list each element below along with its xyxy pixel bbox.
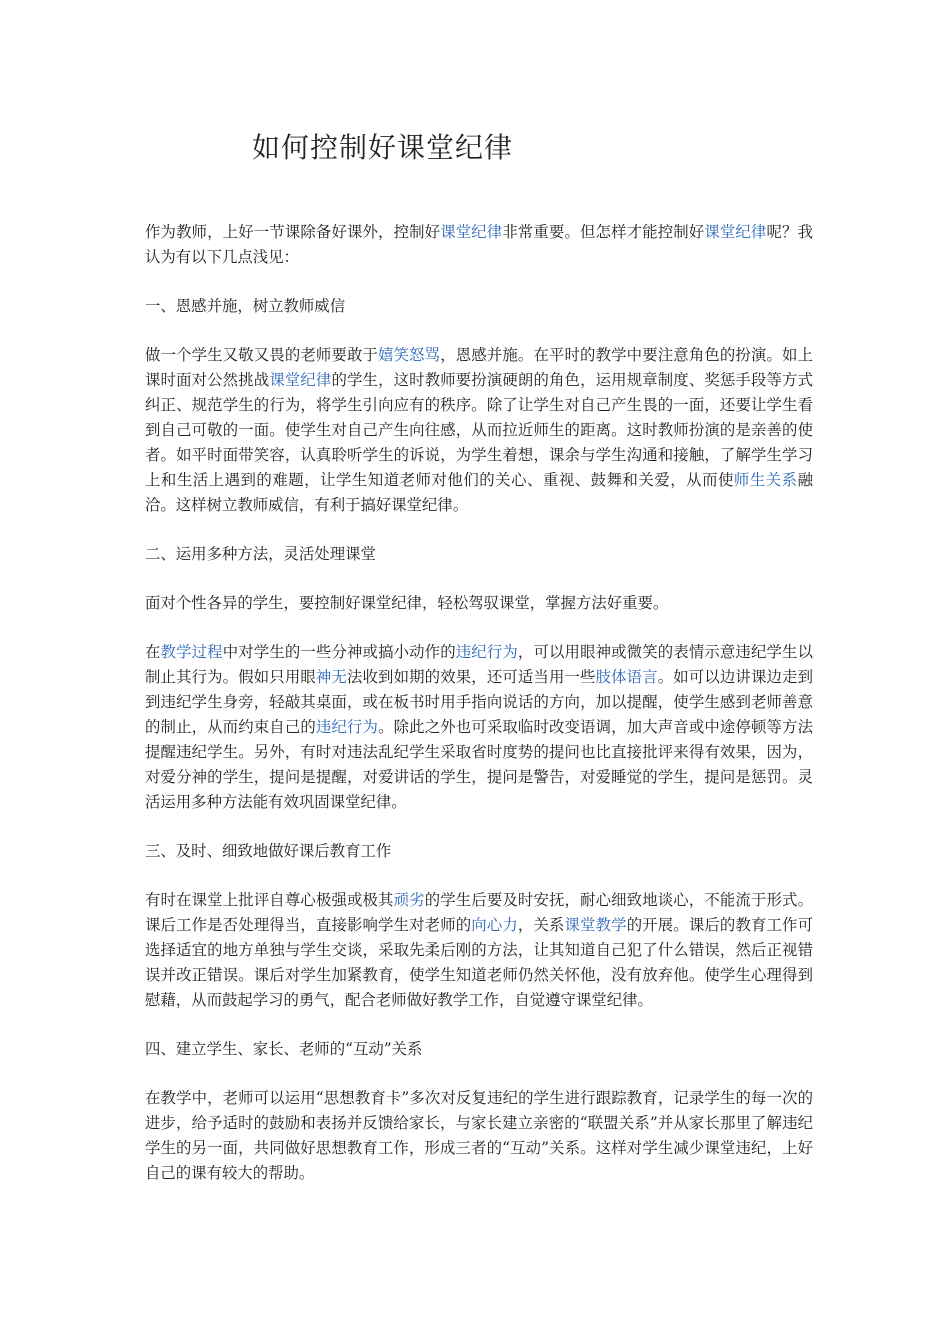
text-run: 做一个学生又敬又畏的老师要敢于 bbox=[145, 346, 379, 364]
keyword-link[interactable]: 顽劣 bbox=[393, 891, 425, 909]
keyword-link[interactable]: 违纪行为 bbox=[455, 643, 518, 661]
text-run: 中对学生的一些分神或搞小动作的 bbox=[222, 643, 456, 661]
text-run: 呢？我认为有以下几点浅见： bbox=[145, 223, 813, 266]
keyword-link[interactable]: 课堂纪律 bbox=[269, 371, 332, 389]
section-1-paragraph bbox=[145, 343, 813, 518]
text-run: 融洽。这样树立教师威信，有利于搞好课堂纪律。 bbox=[145, 471, 813, 514]
text-run: 非常重要。但怎样才能控制好 bbox=[502, 223, 705, 241]
keyword-link[interactable]: 向心力 bbox=[471, 916, 518, 934]
section-1-heading: 一、恩感并施，树立教师威信 bbox=[145, 297, 346, 315]
keyword-link[interactable]: 教学过程 bbox=[160, 643, 223, 661]
section-2-paragraph-1 bbox=[145, 591, 813, 616]
keyword-link[interactable]: 师生关系 bbox=[733, 471, 798, 489]
text-run: 。如可以边讲课边走到到违纪学生身旁，轻敲其桌面，或在板书时用手指向说话的方向，加以提醒，使学生感到老师善意的制止，从而约束自己的 bbox=[145, 668, 813, 736]
keyword-link[interactable]: 课堂教学 bbox=[564, 916, 627, 934]
text-run: 法收到如期的效果，还可适当用一些 bbox=[346, 668, 596, 686]
section-2-paragraph-2 bbox=[145, 640, 813, 815]
text-run: 的学生后要及时安抚，耐心细致地谈心，不能流于形式。课后工作是否处理得当，直接影响学生对老师的 bbox=[145, 891, 813, 934]
section-4-paragraph bbox=[145, 1086, 813, 1186]
text-run: 在教学中，老师可以运用“思想教育卡”多次对反复违纪的学生进行跟踪教育，记录学生的每一次的进步，给予适时的鼓励和表扬并反馈给家长，与家长建立亲密的“联盟关系”并从家长那里了解违纪学生的另一面，共同做好思想教育工作，形成三者的“互动”关系。这样对学生减少课堂违纪，上好自己的课有较大的帮助。 bbox=[145, 1089, 813, 1182]
document-body bbox=[145, 220, 813, 1210]
keyword-link[interactable]: 违纪行为 bbox=[315, 718, 379, 736]
text-run: 面对个性各异的学生，要控制好课堂纪律，轻松驾驭课堂，掌握方法好重要。 bbox=[145, 594, 669, 612]
keyword-link[interactable]: 肢体语言 bbox=[595, 668, 658, 686]
intro-paragraph bbox=[145, 220, 813, 270]
text-run: ，恩感并施。在平时的教学中要注意角色的扮演。如上课时面对公然挑战 bbox=[145, 346, 813, 389]
keyword-link[interactable]: 课堂纪律 bbox=[440, 223, 503, 241]
section-3-paragraph bbox=[145, 888, 813, 1013]
keyword-link[interactable]: 神无 bbox=[315, 668, 347, 686]
keyword-link[interactable]: 课堂纪律 bbox=[704, 223, 767, 241]
text-run: ，关系 bbox=[517, 916, 565, 934]
text-run: 的学生，这时教师要扮演硬朗的角色，运用规章制度、奖惩手段等方式纠正、规范学生的行为，将学生引向应有的秩序。除了让学生对自己产生畏的一面，还要让学生看到自己可敬的一面。使学生对自己产生向往感，从而拉近师生的距离。这时教师扮演的是亲善的使者。如平时面带笑容，认真聆听学生的诉说，为学生着想，课余与学生沟通和接触，了解学生学习上和生活上遇到的难题，让学生知道老师对他们的关心、重视、鼓舞和关爱，从而使 bbox=[145, 371, 813, 489]
keyword-link[interactable]: 嬉笑怒骂 bbox=[378, 346, 441, 364]
section-4-heading: 四、建立学生、家长、老师的“互动”关系 bbox=[145, 1040, 423, 1058]
text-run: 。除此之外也可采取临时改变语调，加大声音或中途停顿等方法提醒违纪学生。另外，有时对违法乱纪学生采取省时度势的提问也比直接批评来得有效果，因为，对爱分神的学生，提问是提醒，对爱讲话的学生，提问是警告，对爱睡觉的学生，提问是惩罚。灵活运用多种方法能有效巩固课堂纪律。 bbox=[145, 718, 813, 811]
text-run: 在 bbox=[145, 643, 161, 661]
document-title: 如何控制好课堂纪律 bbox=[252, 131, 514, 164]
text-run: ，可以用眼神或微笑的表情示意违纪学生以制止其行为。假如只用眼 bbox=[145, 643, 813, 686]
text-run: 作为教师，上好一节课除备好课外，控制好 bbox=[145, 223, 441, 241]
text-run: 的开展。课后的教育工作可选择适宜的地方单独与学生交谈，采取先柔后刚的方法，让其知道自己犯了什么错误，然后正视错误并改正错误。课后对学生加紧教育，使学生知道老师仍然关怀他，没有放弃他。使学生心理得到慰藉，从而鼓起学习的勇气，配合老师做好教学工作，自觉遵守课堂纪律。 bbox=[145, 916, 813, 1009]
text-run: 有时在课堂上批评自尊心极强或极其 bbox=[145, 891, 394, 909]
section-2-heading: 二、运用多种方法，灵活处理课堂 bbox=[145, 545, 376, 563]
section-3-heading: 三、及时、细致地做好课后教育工作 bbox=[145, 842, 392, 860]
